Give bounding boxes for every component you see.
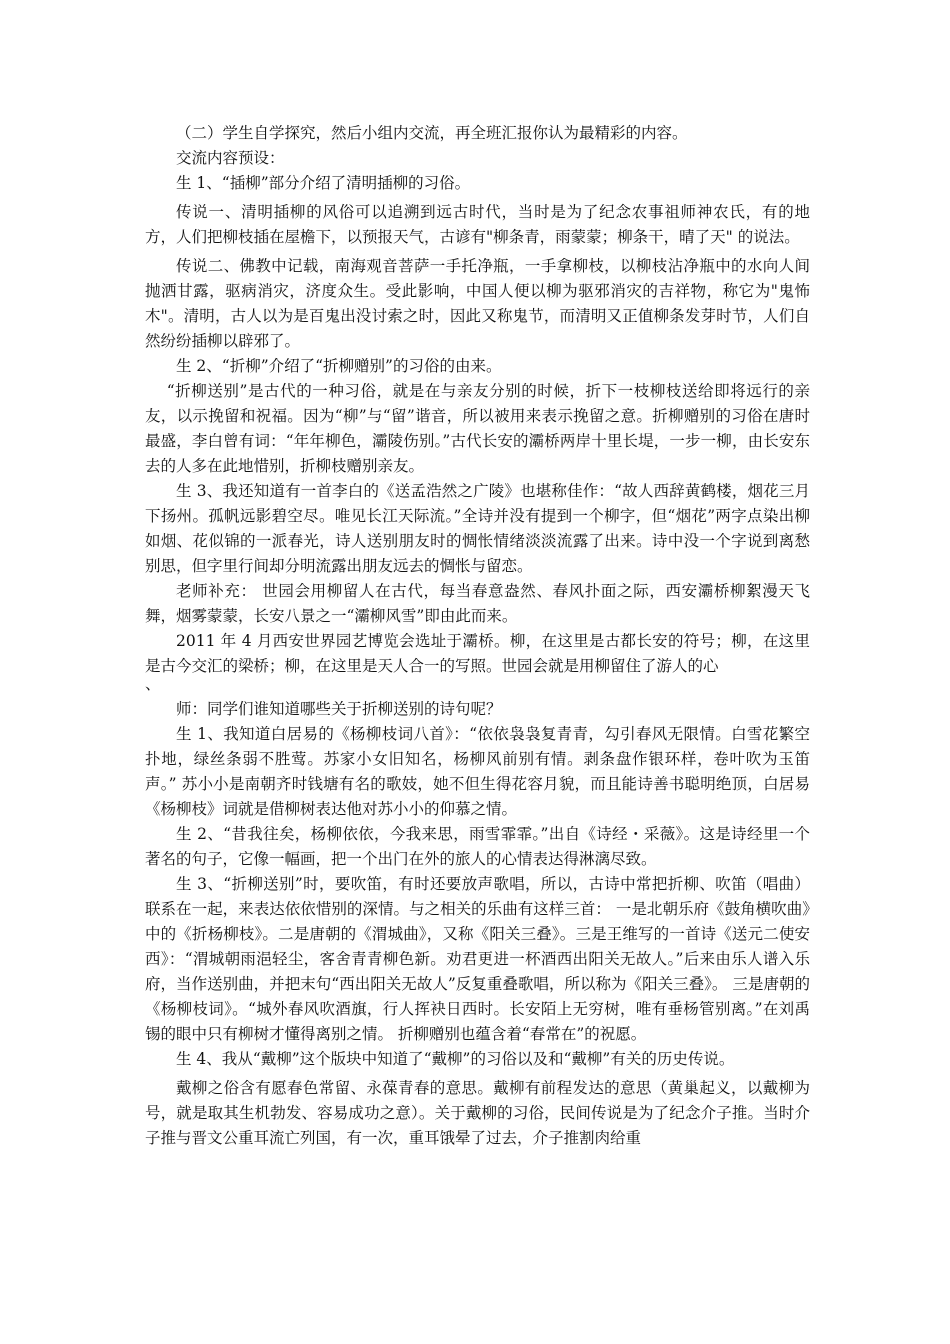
paragraph: 戴柳之俗含有愿春色常留、永葆青春的意思。戴柳有前程发达的意思（黄巢起义，以戴柳为号，就是取其生机勃发、容易成功之意）。关于戴柳的习俗，民间传说是为了纪念介子推。当时介子推与晋文公重耳流亡列国，有一次，重耳饿晕了过去，介子推割肉给重 — [145, 1079, 810, 1147]
paragraph: 生 1、我知道白居易的《杨柳枝词八首》：“依依袅袅复青青，勾引春风无限情。白雪花繁空扑地，绿丝条弱不胜莺。苏家小女旧知名，杨柳风前别有情。剥条盘作银环样，卷叶吹为玉笛声。” 苏小小是南朝齐时钱塘有名的歌妓，她不但生得花容月貌，而且能诗善书聪明绝顶，白居易《杨柳枝》词就是借柳树表达他对苏小小的仰慕之情。 — [145, 725, 810, 818]
paragraph: 生 2、“昔我往矣，杨柳依依，今我来思，雨雪霏霏。”出自《诗经・采薇》。这是诗经里一个著名的句子，它像一幅画，把一个出门在外的旅人的心情表达得淋漓尽致。 — [145, 825, 810, 868]
paragraph: 生 4、我从“戴柳”这个版块中知道了“戴柳”的习俗以及和“戴柳”有关的历史传说。 — [176, 1050, 735, 1068]
paragraph: 老师补充： 世园会用柳留人在古代，每当春意盎然、春风扑面之际，西安灞桥柳絮漫天飞舞，烟雾蒙蒙，长安八景之一“灞柳风雪”即由此而来。 — [145, 582, 810, 625]
paragraph: 生 3、我还知道有一首李白的《送孟浩然之广陵》也堪称佳作：“故人西辞黄鹤楼，烟花三月下扬州。孤帆远影碧空尽。唯见长江天际流。”全诗并没有提到一个柳字，但“烟花”两字点染出柳如烟、花似锦的一派春光，诗人送别朋友时的惆怅情绪淡淡流露了出来。诗中没一个字说到离愁别思，但字里行间却分明流露出朋友远去的惆怅与留恋。 — [145, 482, 810, 575]
paragraph: 2011 年 4 月西安世界园艺博览会选址于灞桥。柳，在这里是古都长安的符号；柳，在这里是古今交汇的梁桥；柳，在这里是天人合一的写照。世园会就是用柳留住了游人的心 — [145, 632, 810, 675]
document-body — [145, 121, 810, 1151]
trailing-mark: 、 — [145, 675, 161, 693]
paragraph: 生 2、“折柳”介绍了“折柳赠别”的习俗的由来。 — [176, 357, 502, 375]
paragraph: 师：同学们谁知道哪些关于折柳送别的诗句呢？ — [176, 700, 502, 718]
section-heading: （二）学生自学探究，然后小组内交流，再全班汇报你认为最精彩的内容。 — [176, 124, 688, 142]
paragraph: 传说二、佛教中记载，南海观音菩萨一手托净瓶，一手拿柳枝，以柳枝沾净瓶中的水向人间抛洒甘露，驱病消灾，济度众生。受此影响，中国人便以柳为驱邪消灾的吉祥物，称它为"鬼怖木"。清明，古人以为是百鬼出没讨索之时，因此又称鬼节，而清明又正值柳条发芽时节，人们自然纷纷插柳以辟邪了。 — [145, 257, 810, 350]
paragraph: 生 3、“折柳送别”时，要吹笛，有时还要放声歌唱，所以，古诗中常把折柳、吹笛（唱曲）联系在一起，来表达依依惜别的深情。与之相关的乐曲有这样三首： 一是北朝乐府《鼓角横吹曲》中的《折杨柳枝》。二是唐朝的《渭城曲》，又称《阳关三叠》。三是王维写的一首诗《送元二使安西》：“渭城朝雨浥轻尘，客舍青青柳色新。劝君更进一杯酒西出阳关无故人。”后来由乐人谱入乐府，当作送别曲，并把末句“西出阳关无故人”反复重叠歌唱，所以称为《阳关三叠》。 三是唐朝的《杨柳枝词》。“城外春风吹酒旗，行人挥袂日西时。长安陌上无穷树，唯有垂杨管别离。”在刘禹锡的眼中只有柳树才懂得离别之情。 折柳赠别也蕴含着“春常在”的祝愿。 — [145, 875, 810, 1043]
paragraph: 交流内容预设： — [176, 149, 285, 167]
paragraph: “折柳送别”是古代的一种习俗，就是在与亲友分别的时候，折下一枝柳枝送给即将远行的亲友，以示挽留和祝福。因为“柳”与“留”谐音，所以被用来表示挽留之意。折柳赠别的习俗在唐时最盛，李白曾有词：“年年柳色，灞陵伤别。”古代长安的灞桥两岸十里长堤，一步一柳，由长安东去的人多在此地惜别，折柳枝赠别亲友。 — [145, 382, 810, 475]
paragraph: 传说一、清明插柳的风俗可以追溯到远古时代，当时是为了纪念农事祖师神农氏，有的地方，人们把柳枝插在屋檐下，以预报天气，古谚有"柳条青，雨蒙蒙；柳条干，晴了天" 的说法。 — [145, 203, 810, 246]
paragraph: 生 1、“插柳”部分介绍了清明插柳的习俗。 — [176, 174, 471, 192]
